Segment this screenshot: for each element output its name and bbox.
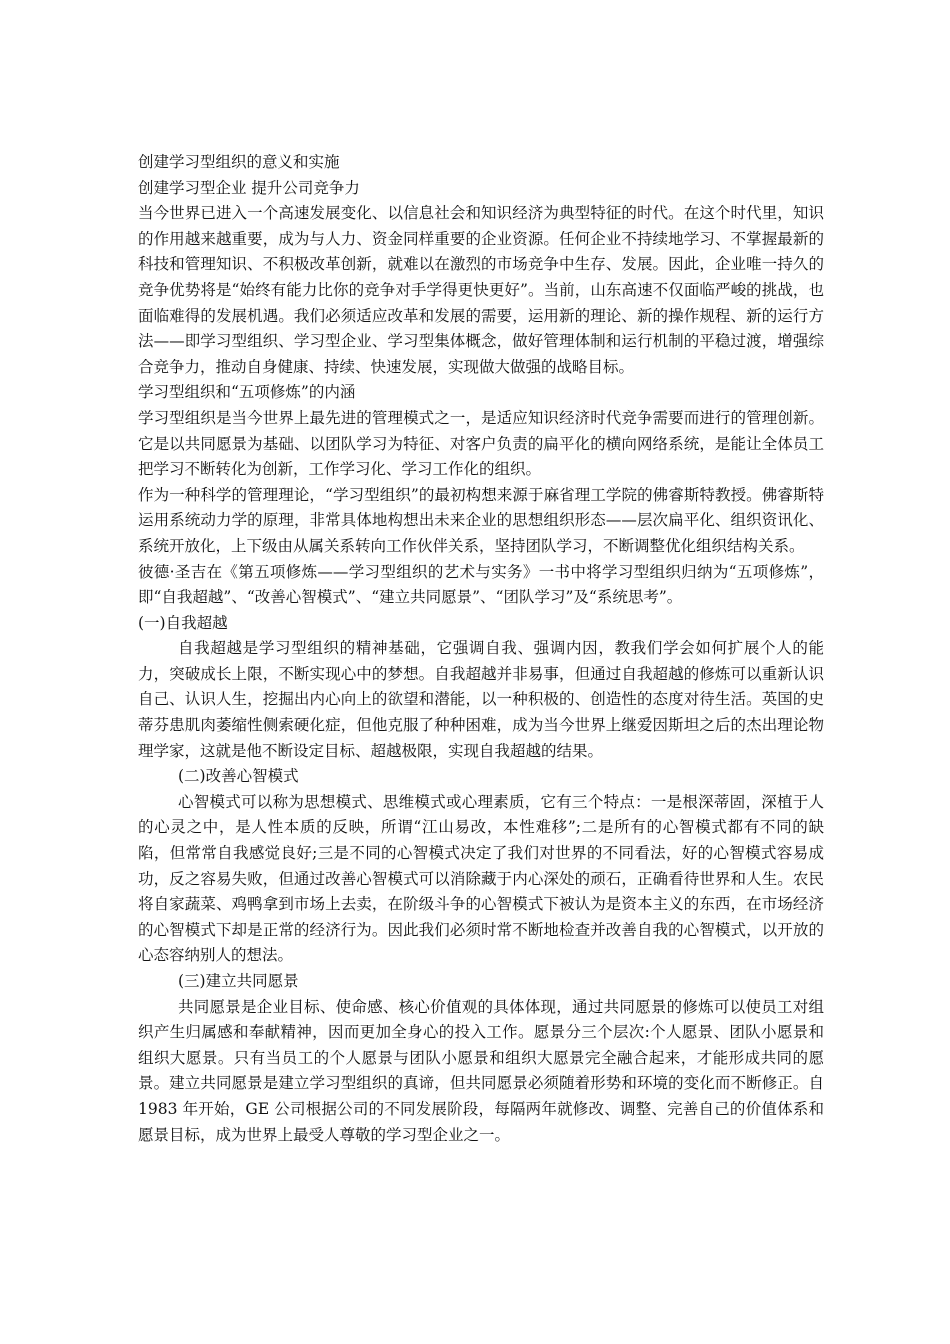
paragraph-definition: 学习型组织是当今世界上最先进的管理模式之一，是适应知识经济时代竞争需要而进行的管理创新。它是以共同愿景为基础、以团队学习为特征、对客户负责的扁平化的横向网络系统，是能让全体员工把学习不断转化为创新，工作学习化、学习工作化的组织。: [138, 408, 824, 479]
subheading-shared-vision: (三)建立共同愿景: [178, 972, 299, 990]
document-title: 创建学习型组织的意义和实施: [138, 153, 340, 171]
subheading-mental-models: (二)改善心智模式: [178, 767, 299, 786]
document-subtitle: 创建学习型企业 提升公司竞争力: [138, 178, 360, 197]
paragraph-self-mastery: 自我超越是学习型组织的精神基础，它强调自我、强调内因，教我们学会如何扩展个人的能力，突破成长上限，不断实现心中的梦想。自我超越并非易事，但通过自我超越的修炼可以重新认识自己、认识人生，挖掘出内心向上的欲望和潜能，以一种积极的、创造性的态度对待生活。英国的史蒂芬患肌肉萎缩性侧索硬化症，但他克服了种种困难，成为当今世界上继爱因斯坦之后的杰出理论物理学家，这就是他不断设定目标、超越极限，实现自我超越的结果。: [138, 639, 824, 760]
intro-paragraph: 当今世界已进入一个高速发展变化、以信息社会和知识经济为典型特征的时代。在这个时代里，知识的作用越来越重要，成为与人力、资金同样重要的企业资源。任何企业不持续地学习、不掌握最新的科技和管理知识、不积极改革创新，就难以在激烈的市场竞争中生存、发展。因此，企业唯一持久的竞争优势将是“始终有能力比你的竞争对手学得更快更好”。当前，山东高速不仅面临严峻的挑战，也面临难得的发展机遇。我们必须适应改革和发展的需要，运用新的理论、新的操作规程、新的运行方法——即学习型组织、学习型企业、学习型集体概念，做好管理体制和运行机制的平稳过渡，增强综合竞争力，推动自身健康、持续、快速发展，实现做大做强的战略目标。: [138, 204, 824, 376]
paragraph-mental-models: 心智模式可以称为思想模式、思维模式或心理素质，它有三个特点：一是根深蒂固，深植于人的心灵之中，是人性本质的反映，所谓“江山易改，本性难移”;二是所有的心智模式都有不同的缺陷，但常常自我感觉良好;三是不同的心智模式决定了我们对世界的不同看法，好的心智模式容易成功，反之容易失败，但通过改善心智模式可以消除藏于内心深处的顽石，正确看待世界和人生。农民将自家蔬菜、鸡鸭拿到市场上去卖，在阶级斗争的心智模式下被认为是资本主义的东西，在市场经济的心智模式下却是正常的经济行为。因此我们必须时常不断地检查并改善自我的心智模式，以开放的心态容纳别人的想法。: [138, 792, 824, 965]
paragraph-shared-vision: 共同愿景是企业目标、使命感、核心价值观的具体体现，通过共同愿景的修炼可以使员工对组织产生归属感和奉献精神，因而更加全身心的投入工作。愿景分三个层次:个人愿景、团队小愿景和组织大愿景。只有当员工的个人愿景与团队小愿景和组织大愿景完全融合起来，才能形成共同的愿景。建立共同愿景是建立学习型组织的真谛，但共同愿景必须随着形势和环境的变化而不断修正。自 1983 年开始，GE 公司根据公司的不同发展阶段，每隔两年就修改、调整、完善自己的价值体系和愿景目标，成为世界上最受人尊敬的学习型企业之一。: [138, 997, 824, 1144]
section-heading: 学习型组织和“五项修炼”的内涵: [138, 383, 356, 402]
paragraph-origin: 作为一种科学的管理理论，“学习型组织”的最初构想来源于麻省理工学院的佛睿斯特教授。佛睿斯特运用系统动力学的原理，非常具体地构想出未来企业的思想组织形态——层次扁平化、组织资讯化、系统开放化，上下级由从属关系转向工作伙伴关系，坚持团队学习，不断调整优化组织结构关系。: [138, 485, 824, 555]
subheading-self-mastery: (一)自我超越: [138, 613, 228, 632]
paragraph-five-disciplines: 彼德·圣吉在《第五项修炼——学习型组织的艺术与实务》一书中将学习型组织归纳为“五项修炼”，即“自我超越”、“改善心智模式”、“建立共同愿景”、“团队学习”及“系统思考”。: [138, 562, 824, 607]
document-page: [138, 150, 824, 1148]
